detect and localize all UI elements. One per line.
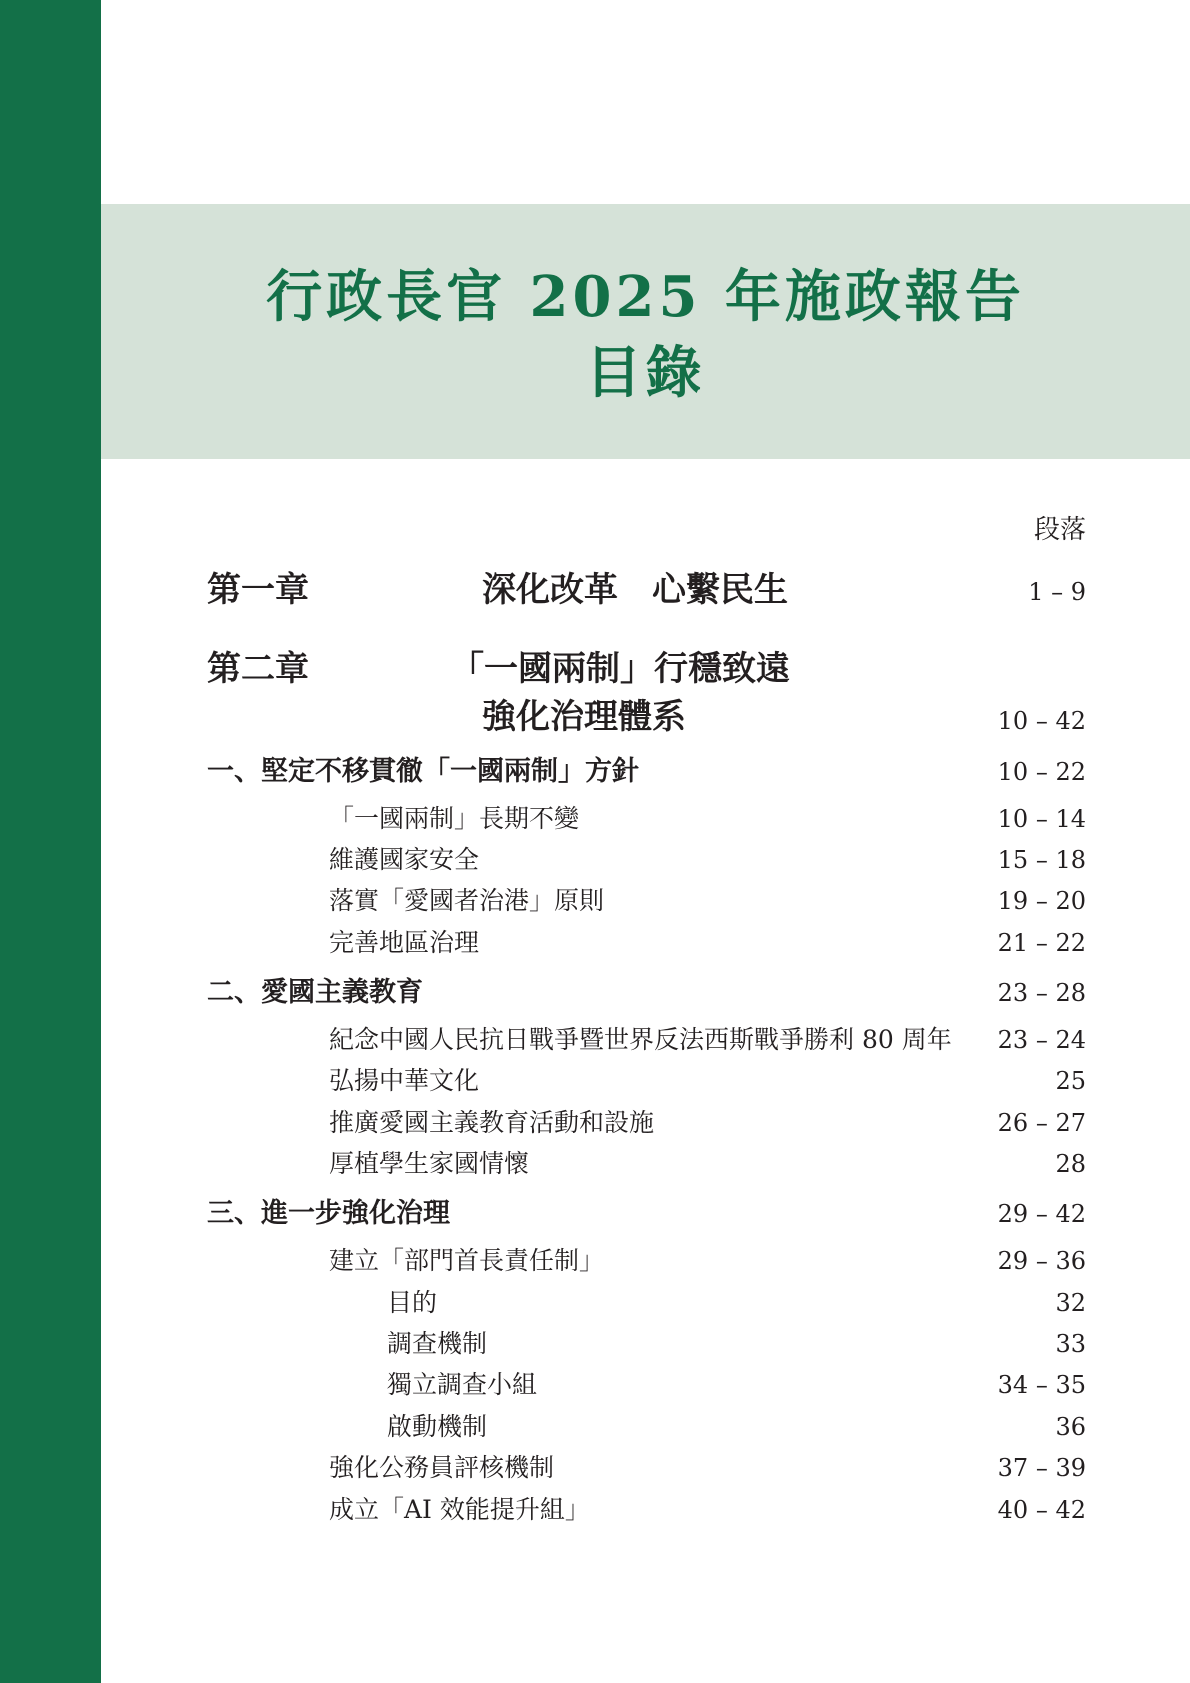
item-pages: 32 <box>1055 1289 1086 1317</box>
section-title: 一、堅定不移貫徹「一國兩制」方針 <box>207 756 639 787</box>
item-pages: 23 – 24 <box>997 1026 1086 1054</box>
item-title: 強化公務員評核機制 <box>329 1453 555 1482</box>
item-title: 調查機制 <box>387 1329 488 1358</box>
toc-chapter-1[interactable] <box>207 569 907 611</box>
item-pages: 36 <box>1055 1413 1086 1441</box>
item-title: 成立「AI 效能提升組」 <box>329 1495 590 1524</box>
section-pages: 10 – 22 <box>997 758 1086 786</box>
toc-item[interactable] <box>329 880 969 922</box>
chapter-title-line2: 強化治理體系 <box>482 697 686 737</box>
toc-chapter-2[interactable] <box>207 648 907 690</box>
chapter-title: 深化改革 心繫民生 <box>482 570 788 610</box>
toc-subitem[interactable] <box>387 1364 967 1406</box>
document-title: 行政長官 2025 年施政報告 <box>266 264 1025 330</box>
item-pages: 15 – 18 <box>997 846 1086 874</box>
toc-section-2[interactable] <box>207 972 907 1014</box>
item-title: 弘揚中華文化 <box>329 1066 480 1095</box>
chapter-label: 第一章 <box>207 570 309 610</box>
chapter-title: 「一國兩制」行穩致遠 <box>450 649 790 689</box>
toc-item[interactable] <box>329 1019 969 1061</box>
item-title: 啟動機制 <box>387 1412 488 1441</box>
item-pages: 28 <box>1055 1150 1086 1178</box>
toc-section-1[interactable] <box>207 751 907 793</box>
item-title: 落實「愛國者治港」原則 <box>329 886 605 915</box>
item-pages: 37 – 39 <box>997 1454 1086 1482</box>
toc-item[interactable] <box>329 1240 969 1282</box>
side-color-bar <box>0 0 101 1683</box>
item-title: 完善地區治理 <box>329 928 480 957</box>
item-title: 厚植學生家國情懷 <box>329 1149 530 1178</box>
toc-item[interactable] <box>329 922 969 964</box>
item-pages: 10 – 14 <box>997 805 1086 833</box>
toc-item[interactable] <box>329 839 969 881</box>
item-pages: 26 – 27 <box>997 1109 1086 1137</box>
item-title: 「一國兩制」長期不變 <box>329 804 580 833</box>
item-pages: 29 – 36 <box>997 1247 1086 1275</box>
item-pages: 21 – 22 <box>997 929 1086 957</box>
item-pages: 19 – 20 <box>997 887 1086 915</box>
item-pages: 33 <box>1055 1330 1086 1358</box>
toc-item[interactable] <box>329 1489 969 1531</box>
chapter-pages: 10 – 42 <box>997 707 1086 735</box>
item-title: 維護國家安全 <box>329 845 480 874</box>
section-title: 三、進一步強化治理 <box>207 1198 450 1229</box>
toc-subitem[interactable] <box>387 1323 967 1365</box>
item-title: 紀念中國人民抗日戰爭暨世界反法西斯戰爭勝利 80 周年 <box>329 1025 952 1054</box>
chapter-label: 第二章 <box>207 649 309 689</box>
toc-chapter-2-line2[interactable] <box>482 696 882 738</box>
document-subtitle: 目錄 <box>585 340 706 406</box>
chapter-pages: 1 – 9 <box>1028 578 1086 606</box>
section-pages: 23 – 28 <box>997 979 1086 1007</box>
toc-subitem[interactable] <box>387 1406 967 1448</box>
section-title: 二、愛國主義教育 <box>207 977 423 1008</box>
paragraph-column-header: 段落 <box>1033 515 1086 545</box>
item-title: 目的 <box>387 1288 438 1317</box>
item-pages: 34 – 35 <box>997 1371 1086 1399</box>
toc-item[interactable] <box>329 1060 969 1102</box>
toc-item[interactable] <box>329 798 969 840</box>
item-pages: 25 <box>1055 1067 1086 1095</box>
item-title: 推廣愛國主義教育活動和設施 <box>329 1108 655 1137</box>
toc-subitem[interactable] <box>387 1282 967 1324</box>
toc-section-3[interactable] <box>207 1193 907 1235</box>
item-title: 建立「部門首長責任制」 <box>329 1246 605 1275</box>
item-pages: 40 – 42 <box>997 1496 1086 1524</box>
toc-item[interactable] <box>329 1447 969 1489</box>
toc-item[interactable] <box>329 1143 969 1185</box>
section-pages: 29 – 42 <box>997 1200 1086 1228</box>
item-title: 獨立調查小組 <box>387 1370 538 1399</box>
toc-item[interactable] <box>329 1102 969 1144</box>
